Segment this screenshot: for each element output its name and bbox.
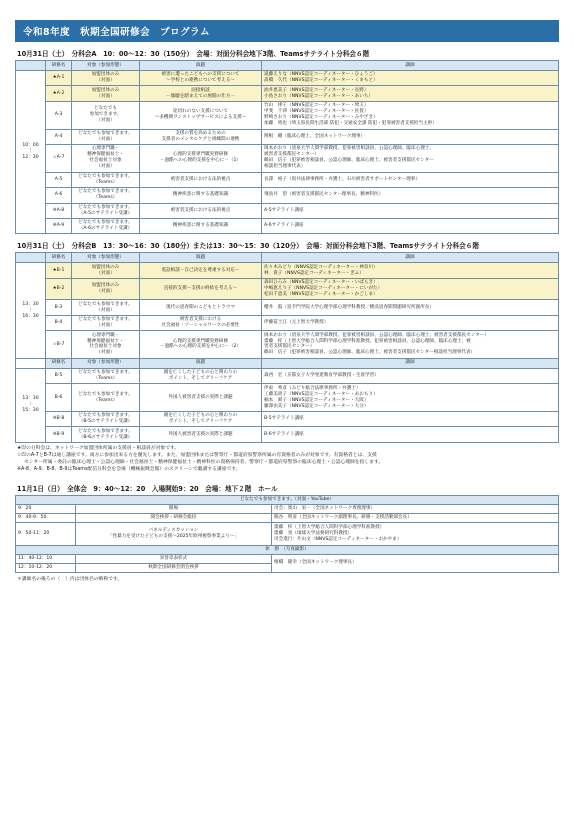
text-line: 外国人被害者支援の実際と課題: [168, 394, 233, 400]
note-line: ☆印のA-7とB-7は通し講座です。両方に参加出来る方を優先します。また、加盟団体または警察庁・都道府県警察所属の有資格者のみが対象です。有資格者とは、支援: [17, 452, 377, 458]
text-line: （対面）: [96, 136, 115, 142]
text-line: 岡本かおり（清泉大学人間学部教授、犯罪被害相談員、公認心理師、臨床心理士、: [264, 146, 434, 152]
session-topic: [140, 71, 262, 86]
text-line: ポイント、そしてグリーフケア: [168, 376, 233, 382]
text-line: 心理専門職・: [91, 332, 120, 338]
table-row: [16, 368, 559, 383]
time-header: [16, 61, 46, 71]
text-line: ～学校との連携について考える～: [166, 78, 235, 84]
text-line: 12：30: [22, 155, 39, 161]
audience-banner: どなたでも参加できます。（対面・YouTube）: [16, 495, 559, 504]
session-topic: [140, 278, 262, 300]
time-cell: [16, 263, 46, 359]
column-header: 講師: [262, 253, 559, 263]
session-target: [72, 368, 140, 383]
text-line: 松田千恵美（NNVS認定コーディネーター・かごしま）: [264, 292, 378, 297]
text-line: 遠藤えりな（NNVS認定コーディネーター・ひょうご）: [264, 72, 378, 78]
time-cell: 9：20: [16, 504, 76, 513]
text-line: 甲斐 千津（NNVS認定コーディネーター・佐賀）: [264, 109, 369, 115]
text-line: どなたでも参加できます。: [78, 316, 133, 322]
session-topic: [140, 144, 262, 172]
column-header: 対象（参加形態）: [72, 358, 140, 368]
text-line: 森田ひろみ（NNVS認定コーディネーター・いばらき）: [264, 280, 378, 286]
text-line: どなたでも参加できます。: [78, 173, 133, 179]
text-line: （対面）: [96, 322, 115, 328]
text-line: 外国人被害者支援の実際と課題: [168, 431, 233, 437]
program-speakers: 椎橋 隆幸（全国ネットワーク理事長）: [272, 554, 559, 572]
session-lecturers: [262, 315, 559, 330]
text-line: （対面）: [96, 164, 115, 170]
text-line: 野崎さおり（NNVS認定コーディネーター・みやざき）: [264, 115, 378, 121]
text-line: どなたでも参加できます。: [78, 370, 133, 376]
text-line: 精神保健福祉士・: [87, 338, 124, 344]
text-line: 13：30: [22, 396, 39, 402]
session-code: ☆A-7: [46, 144, 72, 172]
note-line: ★印の分科会は、ネットワーク加盟団体所属の支援員・相談員が対象です。: [17, 445, 180, 451]
text-line: 中嶋恵えり子（NNVS認定コーディネーター・にいがた）: [264, 286, 383, 292]
text-line: （対面）: [96, 93, 115, 99]
column-header: 対象（参加形態）: [72, 253, 140, 263]
table-row: [16, 514, 559, 523]
session-code: ★B-2: [46, 278, 72, 300]
table-row: [16, 101, 559, 129]
table-row: [16, 144, 559, 172]
session-lecturers: [262, 368, 559, 383]
program-speakers: [272, 514, 559, 523]
session-topic: [140, 129, 262, 144]
session-target: [72, 278, 140, 300]
text-line: どなたでも参加できます。: [78, 413, 133, 419]
session-target: [72, 188, 140, 203]
text-line: 加盟団体のみ: [91, 264, 120, 270]
text-line: A-6サテライト講座: [264, 223, 304, 229]
program-speakers: [272, 523, 559, 545]
session-lecturers: [262, 218, 559, 233]
text-line: 長澤 裕子（坂井法律事務所・弁護士、石川被害者サポートセンター理事）: [264, 176, 420, 182]
session-topic: [140, 315, 262, 330]
text-line: 心理的支援専門職実務研修: [172, 338, 229, 344]
break-banner: 休 憩 （写真撮影）: [16, 545, 559, 554]
day1-title: 11月1日（日） 全体会 9：40～12：20 入場開始9：20 会場：地下２階 ホール: [17, 484, 278, 493]
schedule-table-b: [15, 252, 559, 443]
session-code: ※A-8: [46, 203, 72, 218]
session-target: [72, 384, 140, 412]
text-line: 相談担当理事代表）: [264, 164, 306, 170]
text-line: 害者支援都民センター）: [264, 344, 315, 350]
text-line: どなたでも: [94, 106, 117, 112]
session-target: [72, 300, 140, 315]
text-line: 親を亡くした子どもの心と関わりの: [163, 413, 238, 419]
session-lecturers: [262, 101, 559, 129]
text-line: 心理専門職・: [91, 146, 120, 152]
session-lecturers: [262, 144, 559, 172]
column-header: 研修名: [46, 358, 72, 368]
session-topic: [140, 368, 262, 383]
table-row: [16, 263, 559, 278]
text-line: 佐々木みどり（NNVS認定コーディネーター・神奈川）: [264, 264, 378, 270]
text-line: ｜: [28, 307, 33, 313]
session-target: [72, 86, 140, 101]
table-row: [16, 129, 559, 144]
session-target: [72, 129, 140, 144]
text-line: どなたでも参加できます。: [78, 391, 133, 397]
text-line: ～多機関ワンストップサービスによる支援～: [154, 115, 247, 121]
note-line: センター所属・委託の臨床心理士・公認心理師・社会福祉士・精神保健福祉士・精神科医の資格保持者、警察庁・都道府県警察の臨床心理士・公認心理師を指します。: [24, 459, 384, 465]
session-lecturers: [262, 129, 559, 144]
table-row: [16, 188, 559, 203]
session-target: [72, 101, 140, 129]
text-line: 楠本 節子（NNVS認定コーディネーター・大阪）: [264, 397, 369, 403]
session-code: ※A-9: [46, 218, 72, 233]
table-row: [16, 218, 559, 233]
column-header: 演題: [140, 358, 262, 368]
session-code: ★A-1: [46, 71, 72, 86]
session-code: A-5: [46, 172, 72, 187]
session-code: A-4: [46, 129, 72, 144]
time-header: [16, 253, 46, 263]
text-line: 齋藤 実（琉球大学法務研究科教授）: [274, 531, 353, 537]
text-line: 林 貴子（NNVS認定コーディネーター・ぎふ）: [264, 270, 364, 276]
column-header: 研修名: [46, 61, 72, 71]
section-b-title: 10月31日（土） 分科会B 13：30～16：30（180分）または13：30～15：30（120分） 会場：対面分科会地下3階、Teamsサテライト分科会６階: [17, 242, 479, 251]
session-lecturers: [262, 263, 559, 278]
session-target: [72, 315, 140, 330]
text-line: 被害者支援における: [179, 316, 222, 322]
text-line: 伊藤冨士江（元上智大学教授）: [264, 319, 329, 325]
text-line: 齋藤 梓（上智大学総合人間科学部心理学科准教授）: [274, 525, 385, 531]
session-code: ※B-8: [46, 412, 72, 427]
text-line: （Teams）: [93, 195, 118, 201]
text-line: 熊谷 明彦（全国ネットワーク副理事長、研修・支援活動部会長）: [274, 515, 412, 521]
session-target: [72, 172, 140, 187]
text-line: どなたでも参加できます。: [78, 189, 133, 195]
text-line: （対面）: [96, 270, 115, 276]
session-topic: [140, 412, 262, 427]
text-line: どなたでも参加できます。: [78, 301, 133, 307]
text-line: 飛鳥井 望（被害者支援都民センター理事長、精神科医）: [264, 192, 384, 198]
text-line: ポイント、そしてグリーフケア: [168, 419, 233, 425]
table-row: [16, 315, 559, 330]
session-target: [72, 203, 140, 218]
text-line: （対面）: [96, 350, 115, 356]
session-code: B-3: [46, 300, 72, 315]
column-header: 演題: [140, 253, 262, 263]
text-line: 工藤美貴子（NNVS認定コーディネーター・あおもり）: [264, 391, 378, 397]
text-line: （A-5のサテライト受講）: [78, 210, 133, 216]
session-code: ★B-1: [46, 263, 72, 278]
footnote: ＊講師名の後ろの（ ）内は団体名の略称です。: [17, 576, 123, 582]
session-topic: [140, 300, 262, 315]
session-topic: [140, 427, 262, 442]
text-line: 支援の質を高めるための: [175, 130, 226, 136]
time-cell: [16, 71, 46, 234]
text-line: （Teams）: [93, 376, 118, 382]
text-line: （Teams）: [93, 397, 118, 403]
table-row: [16, 331, 559, 359]
session-target: [72, 263, 140, 278]
time-cell: 12：10-12：20: [16, 563, 76, 572]
session-lecturers: [262, 331, 559, 359]
text-line: 社会福祉・ソーシャルワークの必要性: [161, 322, 240, 328]
session-target: [72, 427, 140, 442]
session-topic: [140, 101, 262, 129]
session-lecturers: [262, 172, 559, 187]
column-header: 演題: [140, 61, 262, 71]
text-line: 10：00: [22, 143, 39, 149]
session-topic: [140, 263, 262, 278]
session-lecturers: [262, 300, 559, 315]
text-line: 竹山 律子（NNVS認定コーディネーター・埼玉）: [264, 103, 369, 109]
text-line: 鶴田 信子（犯罪被害相談員、公認心理師、臨床心理士、被害者支援都民センター相談担当理事代表）: [264, 350, 476, 356]
table-row: [16, 554, 559, 563]
session-code: ★A-2: [46, 86, 72, 101]
text-line: 支援者のメンタルケアと組織間の連携: [161, 136, 240, 142]
text-line: （対面）: [96, 118, 115, 124]
text-line: 面接相談: [191, 87, 210, 93]
text-line: 途切れのない支援について: [172, 109, 229, 115]
text-line: （対面）: [96, 289, 115, 295]
program-item: 開会挨拶・研修会総括: [76, 514, 272, 523]
text-line: 精神保健福祉士・: [87, 152, 124, 158]
program-speakers: [272, 504, 559, 513]
text-line: 藤澤由美子（NNVS認定コーディネーター・大分）: [264, 403, 369, 409]
program-item: パネルディスカッション 「性暴力を受けた子どもの支援～2025年欧州視察事業より～」: [76, 523, 272, 545]
text-line: 櫻井 鼓（追手門学院大学心理学部心理学科教授／横浜思春期問題研究所副所長）: [264, 304, 434, 310]
section-a-title: 10月31日（土） 分科会A 10：00～12：30（150分） 会場：対面分科会地下3階、Teamsサテライト分科会６階: [17, 50, 370, 58]
text-line: 精神疾患に関する基礎知識: [172, 223, 229, 229]
text-line: 髙橋 久代（NNVS認定コーディネーター・くまもと）: [264, 78, 378, 84]
text-line: 加藤 将也（埼玉県民間生活部 防犯・交通安全課 防犯・犯罪被害者支援担当主幹）: [264, 121, 437, 127]
time-cell: 11：40-12：10: [16, 554, 76, 563]
text-line: ｜: [28, 402, 33, 408]
note-line: ※A-8、A-9、B-8、B-9はTeams配信分科会を会場（機械振興会館）のスクリーンで聴講する講座です。: [17, 466, 241, 472]
schedule-table-a: [15, 60, 559, 234]
column-header: 講師: [262, 61, 559, 71]
text-line: 被害者支援における法的視点: [170, 176, 231, 182]
text-line: 油井恵美子（NNVS認定コーディネーター・長野）: [264, 87, 369, 93]
text-line: どなたでも参加できます。: [78, 130, 133, 136]
session-topic: [140, 172, 262, 187]
table-row: [16, 504, 559, 513]
session-code: ☆B-7: [46, 331, 72, 359]
table-row: [16, 86, 559, 101]
table-row: [16, 172, 559, 187]
text-line: 社会福祉士対象: [89, 158, 122, 164]
time-cell: [16, 368, 46, 442]
text-line: 加盟団体のみ: [91, 72, 120, 78]
notes: [17, 446, 559, 474]
session-lecturers: [262, 203, 559, 218]
text-line: －過酷への心理的支援を中心に－（1）: [159, 158, 242, 164]
session-lecturers: [262, 71, 559, 86]
session-code: B-5: [46, 368, 72, 383]
text-line: 15：30: [22, 408, 39, 414]
program-item: 秋期全国研修会閉会挨拶: [76, 563, 272, 572]
text-line: （B-6のサテライト受講）: [78, 434, 133, 440]
session-topic: [140, 331, 262, 359]
text-line: （対面）: [96, 78, 115, 84]
text-line: どなたでも参加できます。: [78, 428, 133, 434]
program-item: 開場: [76, 504, 272, 513]
text-line: －傾聴を踏まえての展開の仕方－: [166, 93, 235, 99]
session-code: B-4: [46, 315, 72, 330]
text-line: 社会福祉士対象: [89, 344, 122, 350]
text-line: （対面）: [96, 307, 115, 313]
session-lecturers: [262, 278, 559, 300]
session-target: [72, 412, 140, 427]
text-line: （Teams）: [93, 179, 118, 185]
text-line: どなたでも参加できます。: [78, 204, 133, 210]
column-header: 講師: [262, 358, 559, 368]
program-item: 栄誉章表彰式: [76, 554, 272, 563]
session-code: ※B-9: [46, 427, 72, 442]
text-line: B-6サテライト講座: [264, 431, 304, 437]
session-topic: [140, 384, 262, 412]
text-line: 被害者支援都民センター）: [264, 152, 319, 158]
table-row: [16, 203, 559, 218]
session-topic: [140, 203, 262, 218]
text-line: B-5サテライト講座: [264, 416, 304, 422]
text-line: 電話相談－自己決定を尊重する対応－: [161, 267, 240, 273]
session-lecturers: [262, 188, 559, 203]
table-row: [16, 278, 559, 300]
time-cell: 9：50-11：20: [16, 523, 76, 545]
text-line: 直接的支援～支援の終結を考える～: [163, 286, 238, 292]
text-line: 13：30: [22, 301, 39, 307]
session-lecturers: [262, 427, 559, 442]
session-lecturers: [262, 384, 559, 412]
text-line: 司会進行：片山文（NNVS認定コーディネーター・おかやま）: [274, 537, 402, 543]
text-line: A-5サテライト講座: [264, 207, 304, 213]
text-line: －過酷への心理的支援を中心に－（2）: [159, 344, 242, 350]
text-line: 精神疾患に関する基礎知識: [172, 192, 229, 198]
text-line: （A-6のサテライト受講）: [78, 226, 133, 232]
text-line: （B-5のサテライト受講）: [78, 419, 133, 425]
schedule-table-day1: [15, 495, 559, 573]
text-line: 被害に遭ったこどもへの支援について: [161, 72, 240, 78]
text-line: 心理的支援専門職実務研修: [172, 152, 229, 158]
text-line: 加盟団体のみ: [91, 283, 120, 289]
text-line: 森西 宏（京都女子大学発達教育学部教授・生涯学習）: [264, 373, 379, 379]
text-line: 齋藤 梓（上智大学総合人間科学部心理学科准教授、犯罪被害相談員、公認心理師、臨床心理士、被: [264, 338, 471, 344]
column-header: 対象（参加形態）: [72, 61, 140, 71]
session-topic: [140, 86, 262, 101]
session-topic: [140, 218, 262, 233]
session-code: A-3: [46, 101, 72, 129]
text-line: 加盟団体のみ: [91, 87, 120, 93]
session-target: [72, 144, 140, 172]
page-title: 令和8年度 秋期全国研修会 プログラム: [15, 20, 559, 42]
session-target: [72, 71, 140, 86]
session-topic: [140, 188, 262, 203]
text-line: 司会：奥山 栄一（全国ネットワーク専務理事）: [274, 505, 376, 511]
text-line: 現代の思春期のこどもとトラウマ: [166, 304, 235, 310]
text-line: 関根 剛（臨床心理士、全国ネットワーク理事）: [264, 133, 366, 139]
text-line: 鶴田 信子（犯罪被害相談員、公認心理師、臨床心理士、被害者支援都民センター: [264, 158, 434, 164]
text-line: 親を亡くした子どもの心と関わりの: [163, 370, 238, 376]
text-line: 小島さおり（NNVS認定コーディネーター・あいち）: [264, 93, 374, 99]
table-row: [16, 427, 559, 442]
table-row: [16, 523, 559, 545]
table-row: [16, 412, 559, 427]
time-cell: 9：40-9：50: [16, 514, 76, 523]
table-row: [16, 300, 559, 315]
session-target: [72, 331, 140, 359]
column-header: 研修名: [46, 253, 72, 263]
session-code: A-6: [46, 188, 72, 203]
text-line: 岡本かおり（清泉大学人間学部教授、犯罪被害相談員、公認心理師、臨床心理士、被害者支援都民センター）: [264, 332, 489, 338]
time-cell: [16, 358, 46, 368]
text-line: 16：30: [22, 313, 39, 319]
text-line: どなたでも参加できます。: [78, 220, 133, 226]
text-line: 被害者支援における法的視点: [170, 207, 231, 213]
table-row: [16, 384, 559, 412]
text-line: 伊東 秀彦（みどり総合法律事務所・弁護士）: [264, 385, 361, 391]
session-code: B-6: [46, 384, 72, 412]
text-line: 参加できます。: [89, 112, 122, 118]
table-row: [16, 71, 559, 86]
session-target: [72, 218, 140, 233]
session-lecturers: [262, 86, 559, 101]
text-line: ｜: [28, 149, 33, 155]
session-lecturers: [262, 412, 559, 427]
